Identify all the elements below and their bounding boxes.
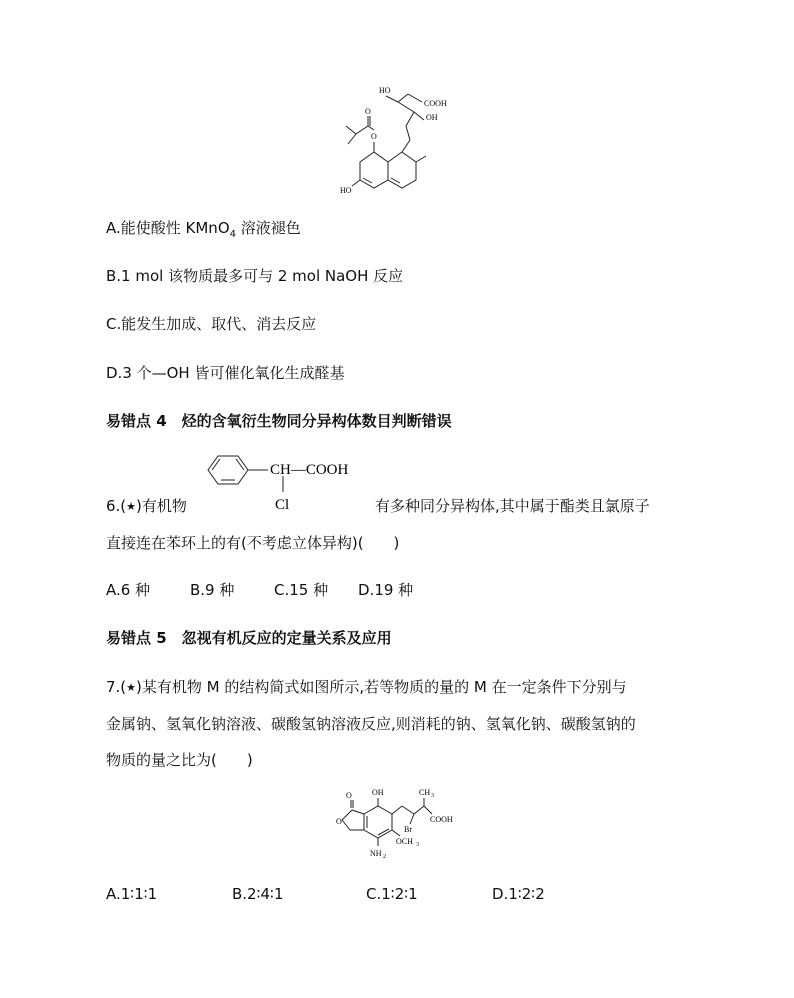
q7-line-2: 金属钠、氢氧化钠溶液、碳酸氢钠溶液反应,则消耗的钠、氢氧化钠、碳酸氢钠的 [106,715,636,733]
section-heading-5: 易错点 5 忽视有机反应的定量关系及应用 [106,629,392,647]
figure1-label: O [365,107,371,116]
figure1-label: HO [340,186,352,195]
q7-struct-label: COOH [430,815,453,824]
q7-option-c: C.1∶2∶1 [366,885,418,903]
q7-line-3: 物质的量之比为( ) [106,751,253,769]
q7-struct-label: O [346,791,352,800]
q7-struct-label: 3 [431,793,434,799]
q6-line-1b: 有多种同分异构体,其中属于酯类且氯原子 [375,497,650,515]
q7-struct-label: CH [419,788,431,797]
figure1-label: O [371,132,377,141]
q7-struct-label: 2 [383,854,386,860]
q5-option-a: A.能使酸性 KMnO$_4$ 溶液褪色 [106,219,301,240]
q7-struct-label: Br [404,825,412,834]
figure1-label: COOH [424,99,447,108]
q5-option-d: D.3 个—OH 皆可催化氧化生成醛基 [106,364,345,382]
q6-struct-main: CH—COOH [270,462,349,478]
q7-option-b: B.2∶4∶1 [232,885,284,903]
q6-line-1: 6.(★)有机物 [106,497,187,515]
q6-option-b: B.9 种 [190,581,235,599]
q7-structure [334,784,458,866]
figure1-structure [336,82,468,200]
q7-option-a: A.1∶1∶1 [106,885,158,903]
figure1-label: HO [379,86,391,95]
q6-options [106,580,413,600]
q6-option-d: D.19 种 [358,581,414,599]
q7-struct-label: OCH [396,837,413,846]
q6-option-c: C.15 种 [274,581,329,599]
q7-struct-label: 3 [416,842,419,848]
q5-option-c: C.能发生加成、取代、消去反应 [106,315,317,333]
figure1-label: OH [426,113,438,122]
q7-line-1: 7.(★)某有机物 M 的结构简式如图所示,若等物质的量的 M 在一定条件下分别与 [106,678,627,696]
q6-structure [204,452,376,514]
q5-option-b: B.1 mol 该物质最多可与 2 mol NaOH 反应 [106,267,404,285]
q7-options [106,884,545,904]
q7-option-d: D.1∶2∶2 [492,885,545,903]
q6-struct-cl: Cl [275,497,290,513]
q6-line-2: 直接连在苯环上的有(不考虑立体异构)( ) [106,534,400,552]
q7-struct-label: O [336,817,342,826]
q6-option-a: A.6 种 [106,581,151,599]
section-heading-4: 易错点 4 烃的含氧衍生物同分异构体数目判断错误 [106,412,452,430]
q7-struct-label: NH [370,849,382,858]
q7-struct-label: OH [372,788,384,797]
